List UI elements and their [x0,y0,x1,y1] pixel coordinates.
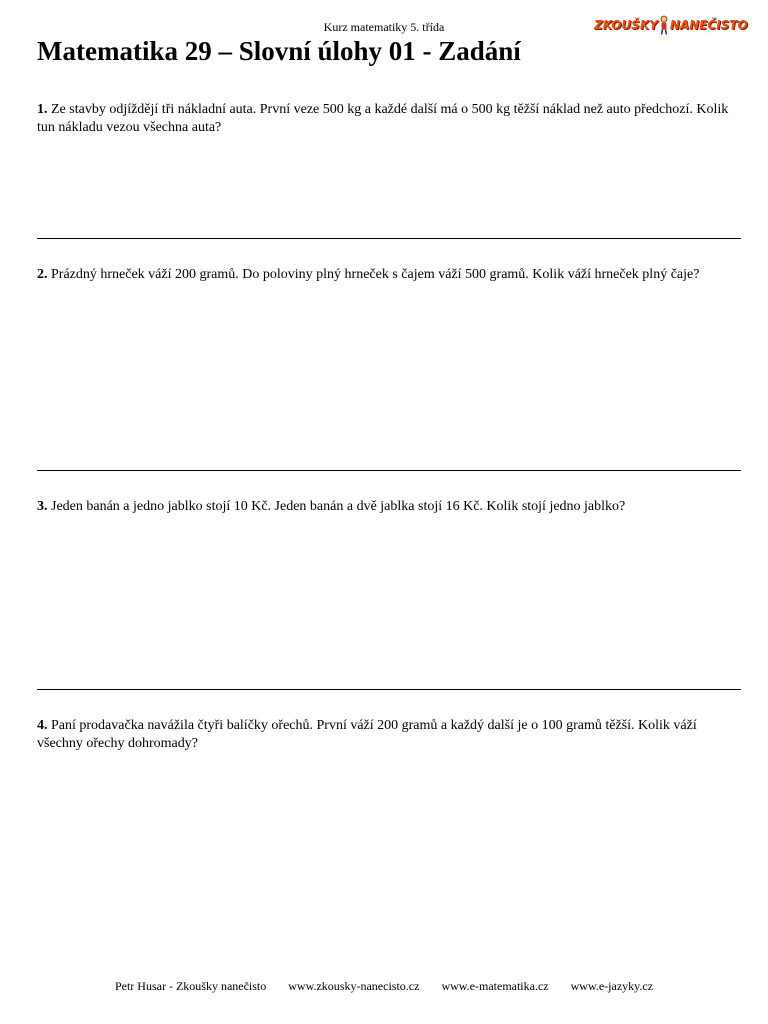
logo-text-right: NANEČISTO [669,18,748,32]
divider [37,689,741,690]
footer-link-ematematika[interactable]: www.e-matematika.cz [441,979,549,993]
task-2 [37,266,737,284]
task-number: 3. [37,499,48,514]
task-text: Ze stavby odjíždějí tři nákladní auta. První veze 500 kg a každé další má o 500 kg těžší náklad než auto předchozí. Kolik tun nákladu vezou všechna auta? [37,102,729,135]
task-4 [37,717,737,753]
task-text: Prázdný hrneček váží 200 gramů. Do poloviny plný hrneček s čajem váží 500 gramů. Kolik váží hrneček plný čaje? [51,267,700,282]
task-number: 2. [37,267,48,282]
logo-figure-icon [659,15,669,35]
task-number: 4. [37,718,48,733]
footer-link-zkousky[interactable]: www.zkousky-nanecisto.cz [288,979,420,993]
task-3 [37,498,737,516]
task-number: 1. [37,102,48,117]
page-title: Matematika 29 – Slovní úlohy 01 - Zadání [37,36,521,66]
divider [37,238,741,239]
footer-link-ejazyky[interactable]: www.e-jazyky.cz [570,979,654,993]
divider [37,470,741,471]
task-1 [37,101,737,137]
footer-author: Petr Husar - Zkoušky nanečisto [114,979,267,993]
page-footer [0,979,768,993]
task-text: Paní prodavačka navážila čtyři balíčky ořechů. První váží 200 gramů a každý další je o 100 gramů těžší. Kolik váží všechny ořechy dohromady? [37,718,697,751]
logo-text-left: ZKOUŠKY [594,18,658,32]
logo [594,13,750,37]
course-header: Kurz matematiky 5. třída [323,20,445,34]
task-text: Jeden banán a jedno jablko stojí 10 Kč. Jeden banán a dvě jablka stojí 16 Kč. Kolik stojí jedno jablko? [51,499,626,514]
